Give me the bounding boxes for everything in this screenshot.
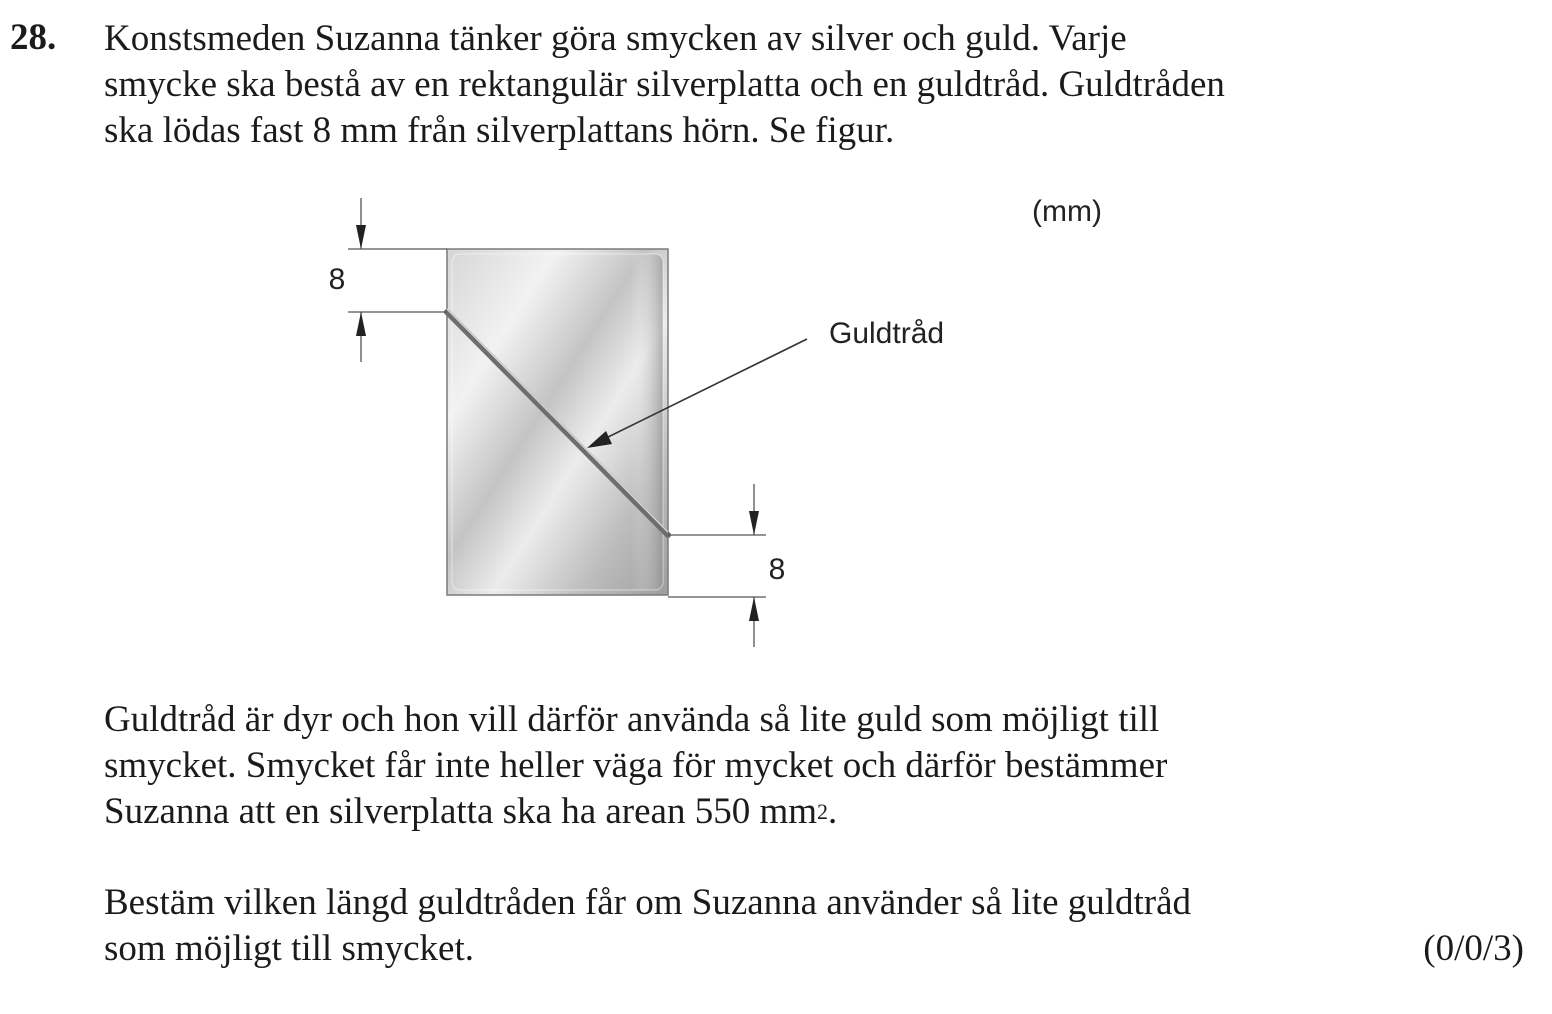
points-score: (0/0/3): [1423, 928, 1524, 969]
area-line: [104, 789, 1167, 835]
question-middle: [104, 697, 1167, 835]
bottom-dimension-label: 8: [768, 553, 786, 586]
task-line-1: Bestäm vilken längd guldtråden får om Suzanna använder så lite guldtråd: [104, 882, 1192, 923]
bottom-dimension: [668, 484, 766, 647]
middle-line-1: Guldtråd är dyr och hon vill därför använda så lite guld som möjligt till: [104, 699, 1160, 740]
wire-label: Guldtråd: [829, 317, 945, 350]
intro-line-1: Konstsmeden Suzanna tänker göra smycken av silver och guld. Varje: [104, 18, 1127, 59]
intro-line-3: ska lödas fast 8 mm från silverplattans hörn. Se figur.: [104, 110, 895, 151]
middle-line-2: smycket. Smycket får inte heller väga för mycket och därför bestämmer: [104, 745, 1168, 786]
top-dimension-label: 8: [328, 263, 346, 296]
task-line-2: som möjligt till smycket.: [104, 928, 474, 969]
top-dimension: [348, 198, 447, 362]
unit-label: (mm): [1032, 195, 1102, 228]
area-text: Suzanna att en silverplatta ska ha arean 550 mm: [104, 791, 818, 832]
area-exponent: 2: [817, 799, 829, 824]
question-number: 28.: [10, 17, 57, 58]
area-end: .: [828, 791, 838, 832]
question-task: [104, 880, 1191, 972]
intro-line-2: smycke ska bestå av en rektangulär silverplatta och en guldtråd. Guldtråden: [104, 64, 1225, 105]
